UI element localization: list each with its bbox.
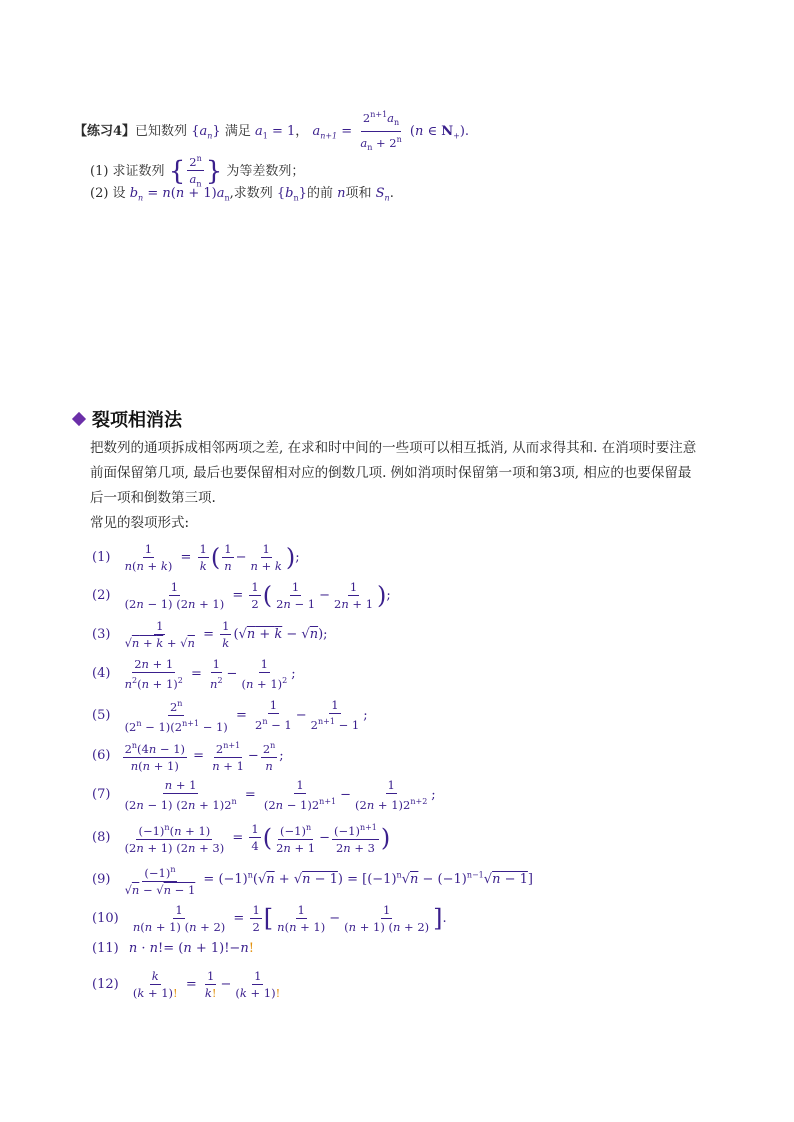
question-2: (2) 设 $b_n = n(n + 1)a_n$,求数列 $\{b_n\}$的前 n项和 $S_n$. [90, 186, 394, 203]
formula-11: (11) n · n!= (n + 1)!−n! [92, 941, 254, 956]
formula-9: (9) $\frac{(-1)^n}{√n - √n - 1}$ = $(-1)^n(√n + √n - 1) = [(-1)^n√n - (-1)^{n-1}√n - 1]$ [92, 865, 533, 897]
section-description: 把数列的通项拆成相邻两项之差, 在求和时中间的一些项可以相互抵消, 从而求得其和. 在消项时要注意 前面保留第几项, 最后也要保留相对应的倒数几项. 例如消项时保留第一项和第3项, 相应的也要保留最 后一项和倒数第三项. 常见的裂项形式: [90, 440, 697, 531]
formula-7: (7) $\frac{n + 1}{(2n - 1) (2n + 1)2^n}$ = $\frac{1}{(2n - 1)2^{n+1}}$ − $\frac{1}{(2n + 1)2^{n+2}}$ ; [92, 778, 436, 812]
exercise-stem: 【练习4】已知数列 $\{a_n\}$ 满足 $a_1 = 1$， $a_{n+1}$ = $\frac{2^{n+1}a_n}{a_n + 2^n}$ (n ∈ $N_+$). [74, 108, 469, 155]
formula-3: (3) $\frac{1}{√n + k + √n}$ = $\frac{1}{k}$ (√n + k − √n); [92, 619, 328, 650]
formula-10: (10) $\frac{1}{n(n + 1) (n + 2)}$ = $\frac{1}{2}$ [ $\frac{1}{n(n + 1)}$ − $\frac{1}{(n + 1) (n + 2)}$ ]. [92, 903, 447, 934]
section-title: 裂项相消法 [74, 406, 182, 432]
formula-6: (6) $\frac{2^n(4n - 1)}{n(n + 1)}$ = $\frac{2^{n+1}}{n + 1}$ − $\frac{2^n}{n}$ ; [92, 741, 284, 773]
formula-1: (1) $\frac{1}{n(n + k)}$ = $\frac{1}{k}$ ( $\frac{1}{n}$ − $\frac{1}{n + k}$ ); [92, 542, 300, 573]
diamond-bullet-icon [72, 412, 86, 426]
question-1: (1) 求证数列 { $\frac{2^n}{a_n}$ } 为等差数列； [90, 154, 305, 189]
formula-4: (4) $\frac{2n + 1}{n^2(n + 1)^2}$ = $\frac{1}{n^2}$ − $\frac{1}{(n + 1)^2}$ ; [92, 657, 296, 691]
formula-5: (5) $\frac{2^n}{(2^n - 1)(2^{n+1} - 1)}$ = $\frac{1}{2^n - 1}$ − $\frac{1}{2^{n+1} - 1}$ ; [92, 698, 368, 734]
formula-2: (2) $\frac{1}{(2n - 1) (2n + 1)}$ = $\frac{1}{2}$ ( $\frac{1}{2n - 1}$ − $\frac{1}{2n + 1}$ ); [92, 580, 391, 611]
formula-12: (12) $\frac{k}{(k + 1)!}$ = $\frac{1}{k!}$ − $\frac{1}{(k + 1)!}$ [92, 969, 281, 1000]
formula-8: (8) $\frac{(-1)^n(n + 1)}{(2n + 1) (2n + 3)}$ = $\frac{1}{4}$ ( $\frac{(-1)^n}{2n + 1}$ − $\frac{(-1)^{n+1}}{2n + 3}$ ) [92, 822, 391, 855]
exercise-tag: 【练习4】 [74, 124, 136, 140]
recurrence-fraction: $\frac{2^{n+1}a_n}{a_n + 2^n}$ [360, 110, 402, 153]
